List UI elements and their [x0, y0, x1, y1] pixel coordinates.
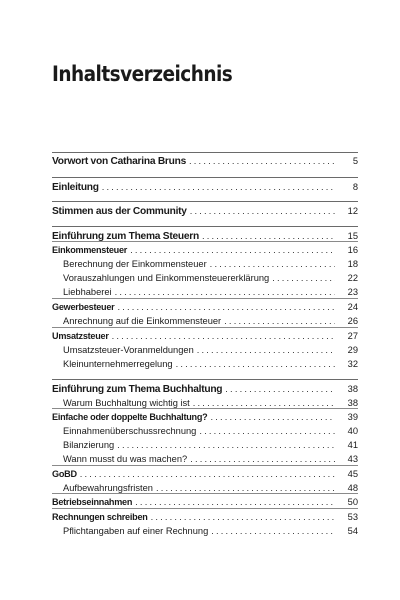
toc-dot-leader — [210, 257, 335, 271]
toc-entry-label: Umsatzsteuer-Voranmeldungen — [63, 345, 194, 355]
toc-entry-page-number: 18 — [347, 259, 358, 269]
toc-entry[interactable] — [52, 510, 358, 524]
toc-dot-leader — [193, 396, 335, 410]
toc-dot-leader — [151, 510, 335, 524]
toc-entry-page-number: 12 — [347, 206, 358, 216]
toc-entry[interactable] — [52, 357, 358, 371]
toc-dot-leader — [115, 285, 335, 299]
toc-dot-leader — [156, 481, 335, 495]
toc-dot-leader — [112, 329, 335, 343]
toc-entry-label: Einleitung — [52, 182, 99, 193]
toc-entry-label: Berechnung der Einkommensteuer — [63, 259, 207, 269]
toc-entry[interactable] — [52, 481, 358, 495]
toc-entry-label: Betriebseinnahmen — [52, 497, 133, 507]
toc-dot-leader — [135, 495, 335, 509]
toc-entry-page-number: 40 — [347, 426, 358, 436]
toc-dot-leader — [225, 382, 335, 396]
toc-entry-page-number: 43 — [347, 454, 358, 464]
toc-entry-label: Stimmen aus der Community — [52, 206, 187, 217]
toc-entry-label: Rechnungen schreiben — [52, 512, 148, 522]
toc-entry-label: Wann musst du was machen? — [63, 454, 188, 464]
toc-entry[interactable] — [52, 300, 358, 314]
toc-dot-leader — [202, 229, 335, 243]
toc-entry-page-number: 26 — [347, 316, 358, 326]
toc-entry-page-number: 8 — [352, 182, 358, 192]
toc-divider — [52, 226, 358, 227]
toc-entry[interactable] — [52, 180, 358, 194]
toc-divider — [52, 201, 358, 202]
toc-entry[interactable] — [52, 285, 358, 299]
toc-dot-leader — [80, 467, 335, 481]
toc-entry[interactable] — [52, 495, 358, 509]
toc-entry[interactable] — [52, 329, 358, 343]
toc-entry-page-number: 38 — [347, 398, 358, 408]
toc-entry-label: Einnahmenüberschussrechnung — [63, 426, 197, 436]
toc-divider — [52, 152, 358, 153]
toc-dot-leader — [211, 524, 335, 538]
toc-dot-leader — [117, 438, 335, 452]
toc-dot-leader — [176, 357, 335, 371]
toc-dot-leader — [190, 452, 335, 466]
toc-entry[interactable] — [52, 382, 358, 396]
toc-entry-label: GoBD — [52, 469, 77, 479]
toc-entry[interactable] — [52, 410, 358, 424]
toc-dot-leader — [197, 343, 335, 357]
toc-divider — [52, 379, 358, 380]
toc-entry[interactable] — [52, 314, 358, 328]
toc-entry[interactable] — [52, 396, 358, 410]
toc-dot-leader — [272, 271, 335, 285]
toc-entry[interactable] — [52, 467, 358, 481]
toc-entry-label: Kleinunternehmerregelung — [63, 359, 173, 369]
toc-dot-leader — [199, 424, 335, 438]
toc-dot-leader — [189, 154, 335, 168]
toc-entry-label: Warum Buchhaltung wichtig ist — [63, 398, 190, 408]
toc-entry-label: Bilanzierung — [63, 440, 115, 450]
toc-entry-page-number: 53 — [347, 512, 358, 522]
toc-entry-label: Einfache oder doppelte Buchhaltung? — [52, 412, 208, 422]
toc-entry-page-number: 54 — [347, 526, 358, 536]
toc-entry[interactable] — [52, 524, 358, 538]
toc-dot-leader — [117, 300, 335, 314]
toc-entry[interactable] — [52, 452, 358, 466]
toc-entry-page-number: 32 — [347, 359, 358, 369]
toc-dot-leader — [130, 243, 335, 257]
toc-entry-page-number: 48 — [347, 483, 358, 493]
toc-entry-page-number: 22 — [347, 273, 358, 283]
toc-entry-page-number: 50 — [347, 497, 358, 507]
toc-entry-page-number: 16 — [347, 245, 358, 255]
toc-entry-page-number: 39 — [347, 412, 358, 422]
toc-entry[interactable] — [52, 204, 358, 218]
toc-entry-page-number: 23 — [347, 287, 358, 297]
toc-entry-label: Umsatzsteuer — [52, 331, 109, 341]
toc-entry-label: Einführung zum Thema Buchhaltung — [52, 384, 223, 395]
toc-entry-page-number: 45 — [347, 469, 358, 479]
toc-entry-page-number: 38 — [347, 384, 358, 394]
toc-entry[interactable] — [52, 424, 358, 438]
toc-entry-label: Anrechnung auf die Einkommensteuer — [63, 316, 222, 326]
toc-entry-page-number: 41 — [347, 440, 358, 450]
toc-entry-label: Aufbewahrungsfristen — [63, 483, 153, 493]
toc-entry-label: Einführung zum Thema Steuern — [52, 231, 199, 242]
page-title: Inhaltsverzeichnis — [52, 62, 233, 86]
toc-entry-page-number: 29 — [347, 345, 358, 355]
toc-entry-label: Pflichtangaben auf einer Rechnung — [63, 526, 209, 536]
toc-dot-leader — [190, 204, 335, 218]
toc-entry-label: Einkommensteuer — [52, 245, 128, 255]
toc-entry[interactable] — [52, 343, 358, 357]
toc-divider — [52, 177, 358, 178]
toc-entry-page-number: 27 — [347, 331, 358, 341]
toc-entry-page-number: 24 — [347, 302, 358, 312]
toc-entry[interactable] — [52, 257, 358, 271]
toc-dot-leader — [102, 180, 335, 194]
toc-dot-leader — [224, 314, 335, 328]
toc-entry-label: Gewerbesteuer — [52, 302, 115, 312]
toc-entry-label: Vorauszahlungen und Einkommensteuererklärung — [63, 273, 270, 283]
toc-entry-label: Vorwort von Catharina Bruns — [52, 156, 187, 167]
toc-entry[interactable] — [52, 271, 358, 285]
toc-entry[interactable] — [52, 438, 358, 452]
toc-entry-label: Liebhaberei — [63, 287, 112, 297]
toc-entry-page-number: 5 — [352, 156, 358, 166]
toc-dot-leader — [210, 410, 335, 424]
toc-entry[interactable] — [52, 243, 358, 257]
toc-entry-page-number: 15 — [347, 231, 358, 241]
toc-entry[interactable] — [52, 229, 358, 243]
toc-entry[interactable] — [52, 154, 358, 168]
